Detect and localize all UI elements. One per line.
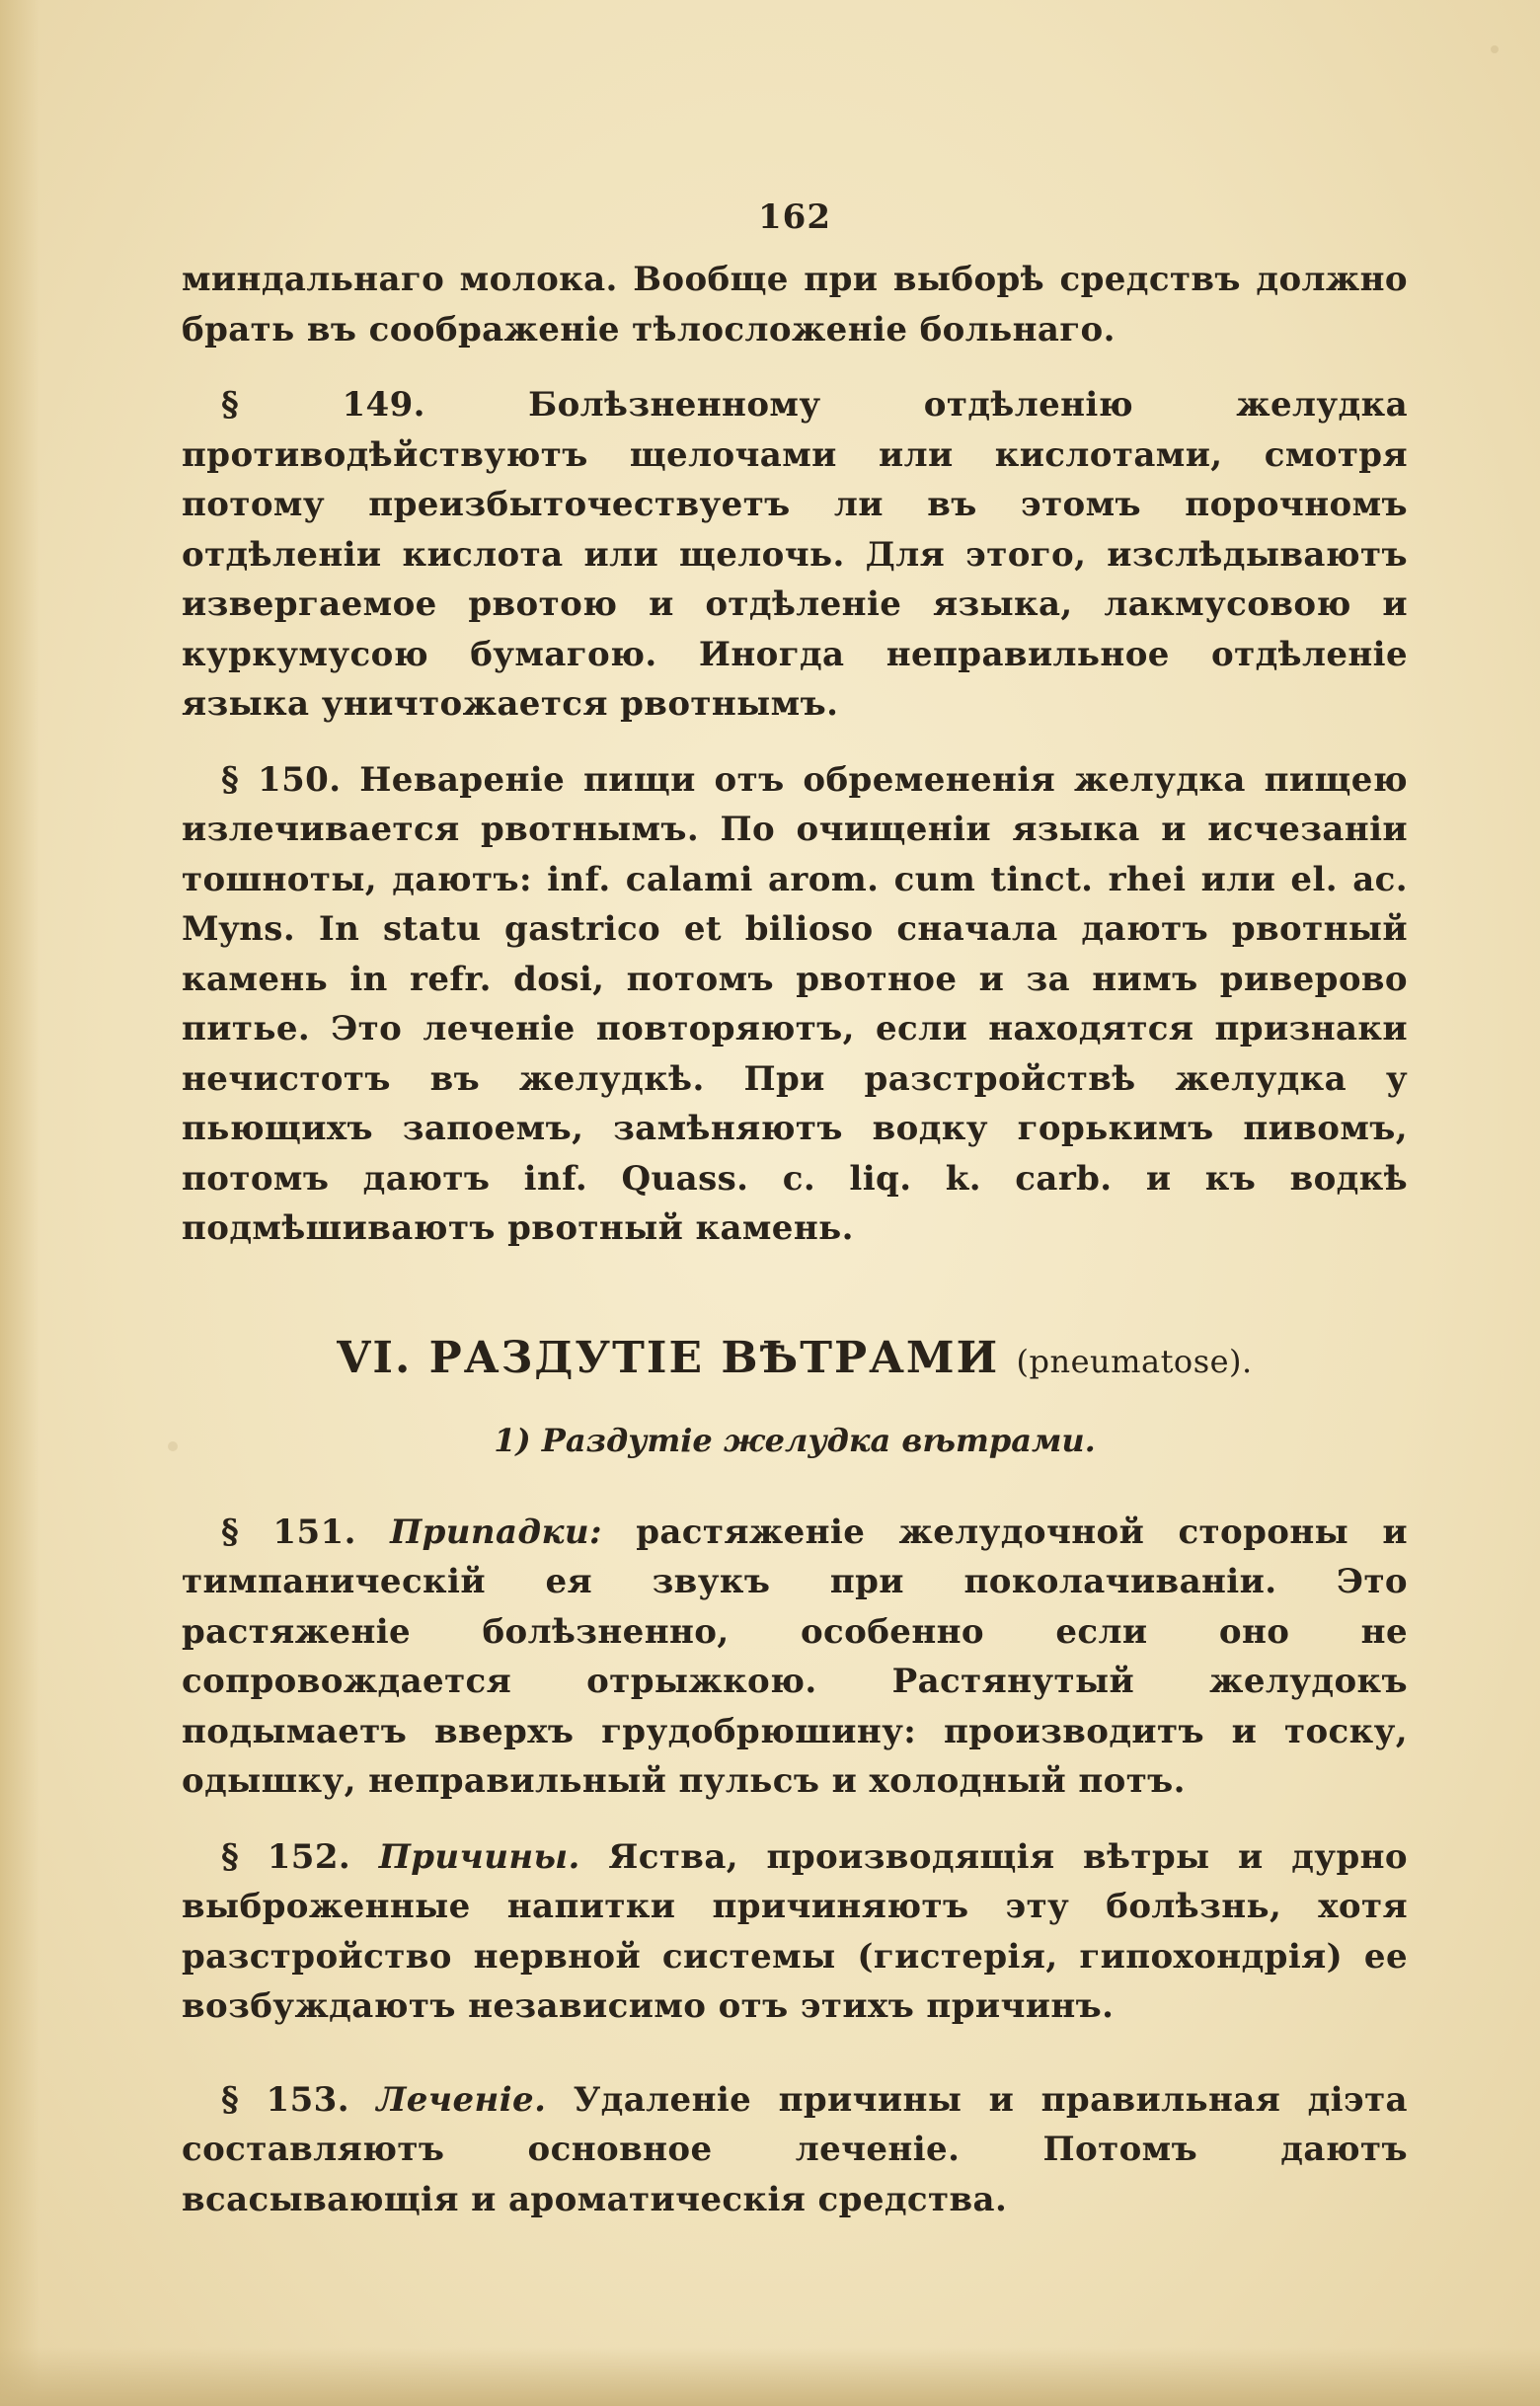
paragraph-151	[182, 1508, 1408, 1807]
section-heading	[182, 1331, 1408, 1389]
paragraph-153-lead: Леченiе.	[376, 2079, 547, 2120]
page-bottom-shadow	[0, 2347, 1540, 2406]
paragraph-153-text: Удаленiе причины и правильная дiэта составляютъ основное леченiе. Потомъ даютъ всасывающiя и ароматическiя средства.	[182, 2079, 1408, 2219]
paper-stain	[1491, 45, 1499, 53]
page-content	[182, 197, 1408, 2224]
paragraph-151-text: растяженiе желудочной стороны и тимпаническiй ея звукъ при поколачиванiи. Это растяженiе болѣзненно, особенно если оно не сопровождается отрыжкою. Растянутый желудокъ подымаетъ вверхъ грудобрюшину: производитъ и тоску, одышку, неправильный пульсъ и холодный потъ.	[182, 1512, 1408, 1801]
paragraph-153	[182, 2075, 1408, 2225]
paragraph-153-number: § 153.	[221, 2079, 349, 2120]
paragraph-149: § 149. Болѣзненному отдѣленiю желудка противодѣйствуютъ щелочами или кислотами, смотря потому преизбыточествуетъ ли въ этомъ порочномъ отдѣленiи кислота или щелочь. Для этого, изслѣдываютъ извергаемое рвотою и отдѣленiе языка, лакмусовою и куркумусою бумагою. Иногда неправильное отдѣленiе языка уничтожается рвотнымъ.	[182, 385, 1408, 724]
paper-stain	[168, 1441, 178, 1451]
paragraph-152	[182, 1832, 1408, 2032]
section-title-latin: (pneumatose).	[1016, 1342, 1253, 1380]
paragraph-151-number: § 151.	[221, 1512, 356, 1552]
subsection-heading: 1) Раздутiе желудка вѣтрами.	[494, 1421, 1096, 1459]
paragraph-150: § 150. Неваренiе пищи отъ обремененiя желудка пищею излечивается рвотнымъ. По очищенiи языка и исчезанiи тошноты, даютъ: inf. calami arom. cum tinct. rhei или el. ac. Myns. In statu gastrico et bilioso сначала даютъ рвотный камень in refr. dosi, потомъ рвотное и за нимъ риверово питье. Это леченiе повторяютъ, если находятся признаки нечистотъ въ желудкѣ. При разстройствѣ желудка у пьющихъ запоемъ, замѣняютъ водку горькимъ пивомъ, потомъ даютъ inf. Quass. c. liq. k. carb. и къ водкѣ подмѣшиваютъ рвотный камень.	[182, 759, 1408, 1248]
page-number: 162	[758, 197, 831, 237]
page-edge-shadow	[0, 0, 39, 2406]
section-title: VI. РАЗДУТIЕ ВѢТРАМИ	[337, 1332, 1000, 1383]
paragraph-152-number: § 152.	[221, 1836, 351, 1877]
paragraph-continued: миндальнаго молока. Вообще при выборѣ средствъ должно брать въ соображенiе тѣлосложенiе больнаго.	[182, 260, 1408, 349]
paragraph-151-lead: Припадки:	[390, 1512, 602, 1552]
paragraph-152-lead: Причины.	[378, 1836, 580, 1877]
paragraph-152-text: Яства, производящiя вѣтры и дурно выброженные напитки причиняютъ эту болѣзнь, хотя разстройство нервной системы (гистерiя, гипохондрiя) ее возбуждаютъ независимо отъ этихъ причинъ.	[182, 1836, 1408, 2026]
